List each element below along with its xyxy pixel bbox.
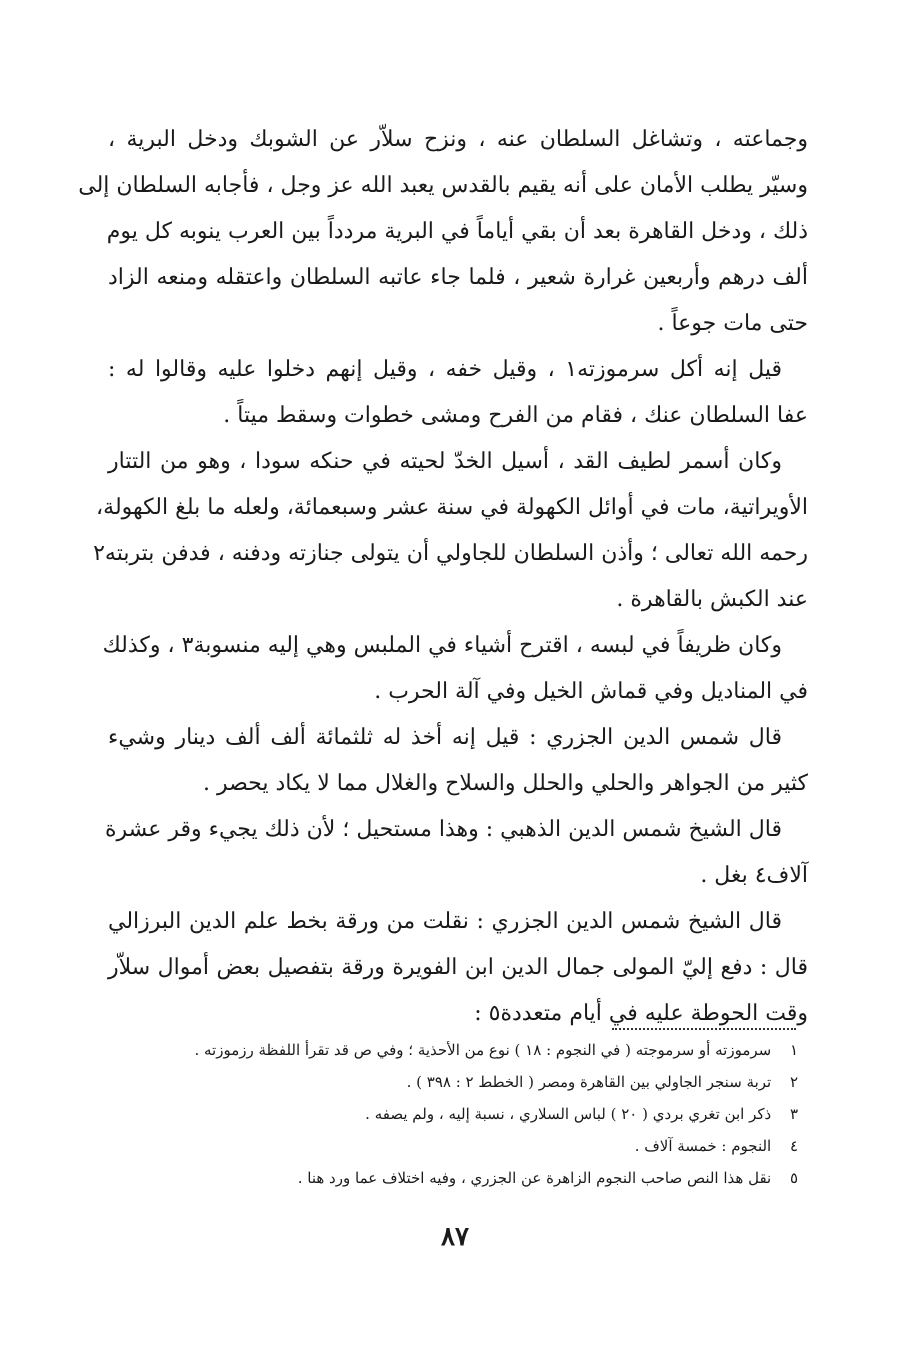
footnote-number: ٢	[789, 1073, 798, 1091]
footnote	[108, 1168, 798, 1200]
text-line: وكان أسمر لطيف القد ، أسيل الخدّ لحيته في حنكه سودا ، وهو من التتار	[108, 449, 782, 474]
text-line: قال الشيخ شمس الدين الجزري : نقلت من ورقة بخط علم الدين البرزالي	[108, 909, 782, 934]
text-line: حتى مات جوعاً .	[657, 311, 808, 336]
footnote-text: نقل هذا النص صاحب النجوم الزاهرة عن الجزري ، وفيه اختلاف عما ورد هنا .	[297, 1169, 772, 1187]
footnote-number: ٤	[789, 1137, 798, 1155]
text-line: عند الكبش بالقاهرة .	[616, 587, 808, 612]
text-line: ألف درهم وأربعين غرارة شعير ، فلما جاء عاتبه السلطان واعتقله ومنعه الزاد	[108, 265, 808, 290]
footnote-text: سرموزته أو سرموجته ( في النجوم : ١٨ ) نوع من الأحذية ؛ وفي ص قد تقرأ اللفظة رزموزته .	[194, 1041, 772, 1059]
footnote	[108, 1040, 798, 1072]
text-line: قيل إنه أكل سرموزته١ ، وقيل خفه ، وقيل إنهم دخلوا عليه وقالوا له :	[108, 357, 783, 382]
text-line: قال الشيخ شمس الدين الذهبي : وهذا مستحيل ؛ لأن ذلك يجيء وقر عشرة	[104, 817, 782, 842]
text-line: رحمه الله تعالى ؛ وأذن السلطان للجاولي أن يتولى جنازته ودفنه ، فدفن بتربته٢	[93, 541, 808, 566]
footnotes-block	[108, 1040, 798, 1200]
footnote-text: تربة سنجر الجاولي بين القاهرة ومصر ( الخطط ٢ : ٣٩٨ ) .	[406, 1073, 772, 1091]
page-number: ٨٧	[441, 1222, 469, 1252]
text-line: آلاف٤ بغل .	[700, 863, 808, 888]
text-line: ذلك ، ودخل القاهرة بعد أن بقي أياماً في البرية مردداً بين العرب ينوبه كل يوم	[106, 219, 808, 244]
footnote-number: ١	[789, 1041, 798, 1059]
text-line: في المناديل وفي قماش الخيل وفي آلة الحرب .	[374, 679, 808, 704]
text-line: قال شمس الدين الجزري : قيل إنه أخذ له ثلثمائة ألف ألف دينار وشيء	[108, 725, 782, 750]
footnote	[108, 1104, 798, 1136]
text-line: وسيّر يطلب الأمان على أنه يقيم بالقدس يعبد الله عز وجل ، فأجابه السلطان إلى	[78, 173, 808, 198]
footnote-number: ٣	[789, 1105, 798, 1123]
footnote	[108, 1072, 798, 1104]
text-line: الأويراتية، مات في أوائل الكهولة في سنة عشر وسبعمائة، ولعله ما بلغ الكهولة،	[96, 495, 808, 520]
footnote-number: ٥	[789, 1169, 798, 1187]
text-line: وكان ظريفاً في لبسه ، اقترح أشياء في الملبس وهي إليه منسوبة٣ ، وكذلك	[102, 633, 782, 658]
text-line: وقت الحوطة عليه في أيام متعددة٥ :	[474, 1001, 808, 1026]
text-line: قال : دفع إليّ المولى جمال الدين ابن الفويرة ورقة بتفصيل بعض أموال سلاّر	[108, 955, 808, 980]
main-text-block	[78, 125, 808, 1045]
text-line: عفا السلطان عنك ، فقام من الفرح ومشى خطوات وسقط ميتاً .	[223, 403, 808, 428]
footnote-text: النجوم : خمسة آلاف .	[634, 1137, 772, 1155]
text-line: كثير من الجواهر والحلي والحلل والسلاح والغلال مما لا يكاد يحصر .	[202, 771, 808, 796]
text-line: وجماعته ، وتشاغل السلطان عنه ، ونزح سلاّر عن الشوبك ودخل البرية ،	[108, 127, 808, 152]
footnote-separator	[612, 1028, 796, 1030]
footnote-text: ذكر ابن تغري بردي ( ٢٠ ) لباس السلاري ، نسبة إليه ، ولم يصفه .	[365, 1105, 772, 1123]
footnote	[108, 1136, 798, 1168]
